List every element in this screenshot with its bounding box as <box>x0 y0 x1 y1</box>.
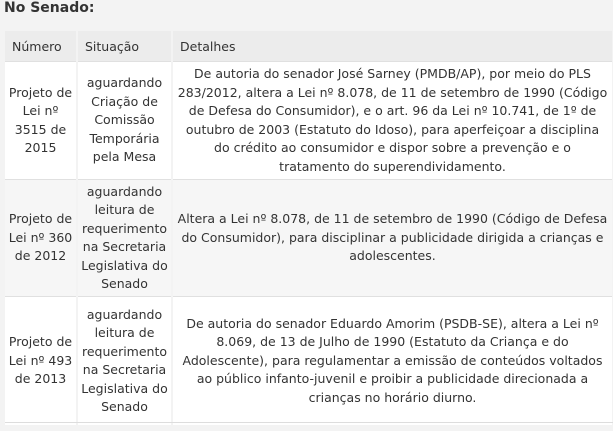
section-title: No Senado: <box>4 0 95 16</box>
cell-number: Projeto de Lei nº 493 de 2013 <box>5 297 77 426</box>
header-number: Número <box>5 31 77 62</box>
cell-status: aguardando leitura de requerimento na Secretaria Legislativa do Senado <box>77 297 172 426</box>
table-bottom-divider <box>5 422 613 423</box>
table-row <box>5 180 613 297</box>
header-details: Detalhes <box>172 31 613 62</box>
cell-details: De autoria do senador José Sarney (PMDB/AP), por meio do PLS 283/2012, altera a Lei nº 8.078, de 11 de setembro de 1990 (Código de Defesa do Consumidor), e o art. 96 da Lei nº 10.741, de 1º de outubro de 2003 (Estatuto do Idoso), para aperfeiçoar a disciplina do crédito ao consumidor e dispor sobre a prevenção e o tratamento do superendividamento. <box>172 62 613 180</box>
table-row <box>5 62 613 180</box>
cell-number: Projeto de Lei nº 360 de 2012 <box>5 180 77 297</box>
cell-status: aguardando leitura de requerimento na Secretaria Legislativa do Senado <box>77 180 172 297</box>
table-header-row <box>5 31 613 62</box>
bills-table <box>5 31 613 425</box>
header-status: Situação <box>77 31 172 62</box>
cell-number: Projeto de Lei nº 3515 de 2015 <box>5 62 77 180</box>
cell-details: Altera a Lei nº 8.078, de 11 de setembro de 1990 (Código de Defesa do Consumidor), para disciplinar a publicidade dirigida a crianças e adolescentes. <box>172 180 613 297</box>
table-row <box>5 297 613 426</box>
cell-details: De autoria do senador Eduardo Amorim (PSDB-SE), altera a Lei nº 8.069, de 13 de Julho de 1990 (Estatuto da Criança e do Adolescente), para regulamentar a emissão de conteúdos voltados ao público infanto-juvenil e proibir a publicidade direcionada a crianças no horário diurno. <box>172 297 613 426</box>
cell-status: aguardando Criação de Comissão Temporária pela Mesa <box>77 62 172 180</box>
